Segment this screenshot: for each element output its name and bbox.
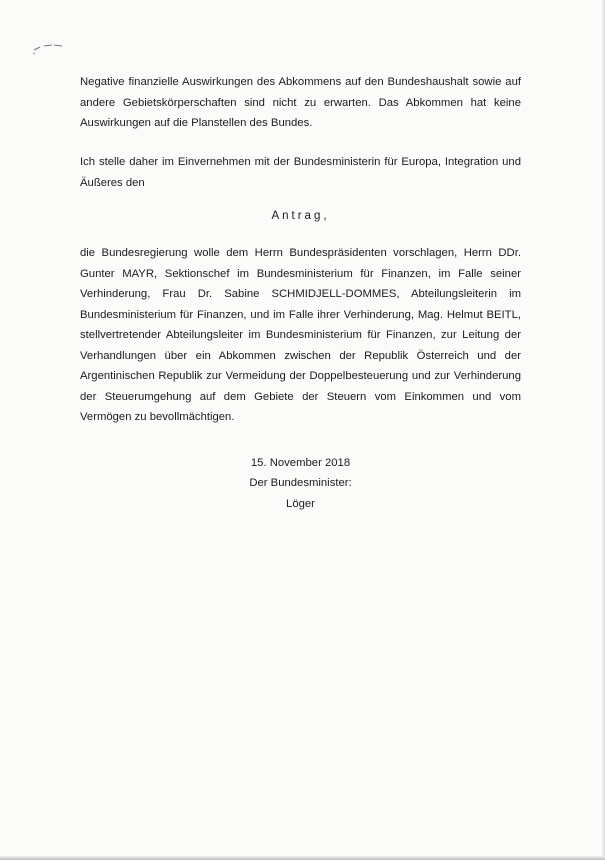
signature-date: 15. November 2018 bbox=[250, 457, 351, 469]
page-bottom-edge bbox=[0, 856, 605, 860]
paragraph-agreement-request: Ich stelle daher im Einvernehmen mit der Bundesministerin für Europa, Integration und Äußeres den bbox=[80, 156, 521, 189]
signature-title: Der Bundesminister: bbox=[249, 477, 352, 489]
paragraph-financial-impact: Negative finanzielle Auswirkungen des Abkommens auf den Bundeshaushalt sowie auf andere Gebietskörperschaften sind nicht zu erwarten. Das Abkommen hat keine Auswirkungen auf die Planstellen des Bundes. bbox=[80, 76, 521, 129]
heading-antrag: Antrag, bbox=[271, 210, 330, 222]
scan-artifact-mark bbox=[30, 38, 70, 58]
signature-name: Löger bbox=[286, 498, 315, 510]
paragraph-motion-body: die Bundesregierung wolle dem Herrn Bundespräsidenten vorschlagen, Herrn DDr. Gunter MAYR, Sektionschef im Bundesministerium für Finanzen, im Falle seiner Verhinderung, Frau Dr. Sabine SCHMIDJELL-DOMMES, Abteilungsleiterin im Bundesministerium für Finanzen, und im Falle ihrer Verhinderung, Mag. Helmut BEITL, stellvertretender Abteilungsleiter im Bundesministerium für Finanzen, zur Leitung der Verhandlungen über ein Abkommen zwischen der Republik Österreich und der Argentinischen Republik zur Vermeidung der Doppelbesteuerung und zur Verhinderung der Steuerumgehung auf dem Gebiete der Steuern vom Einkommen und vom Vermögen zu bevollmächtigen. bbox=[80, 247, 521, 423]
